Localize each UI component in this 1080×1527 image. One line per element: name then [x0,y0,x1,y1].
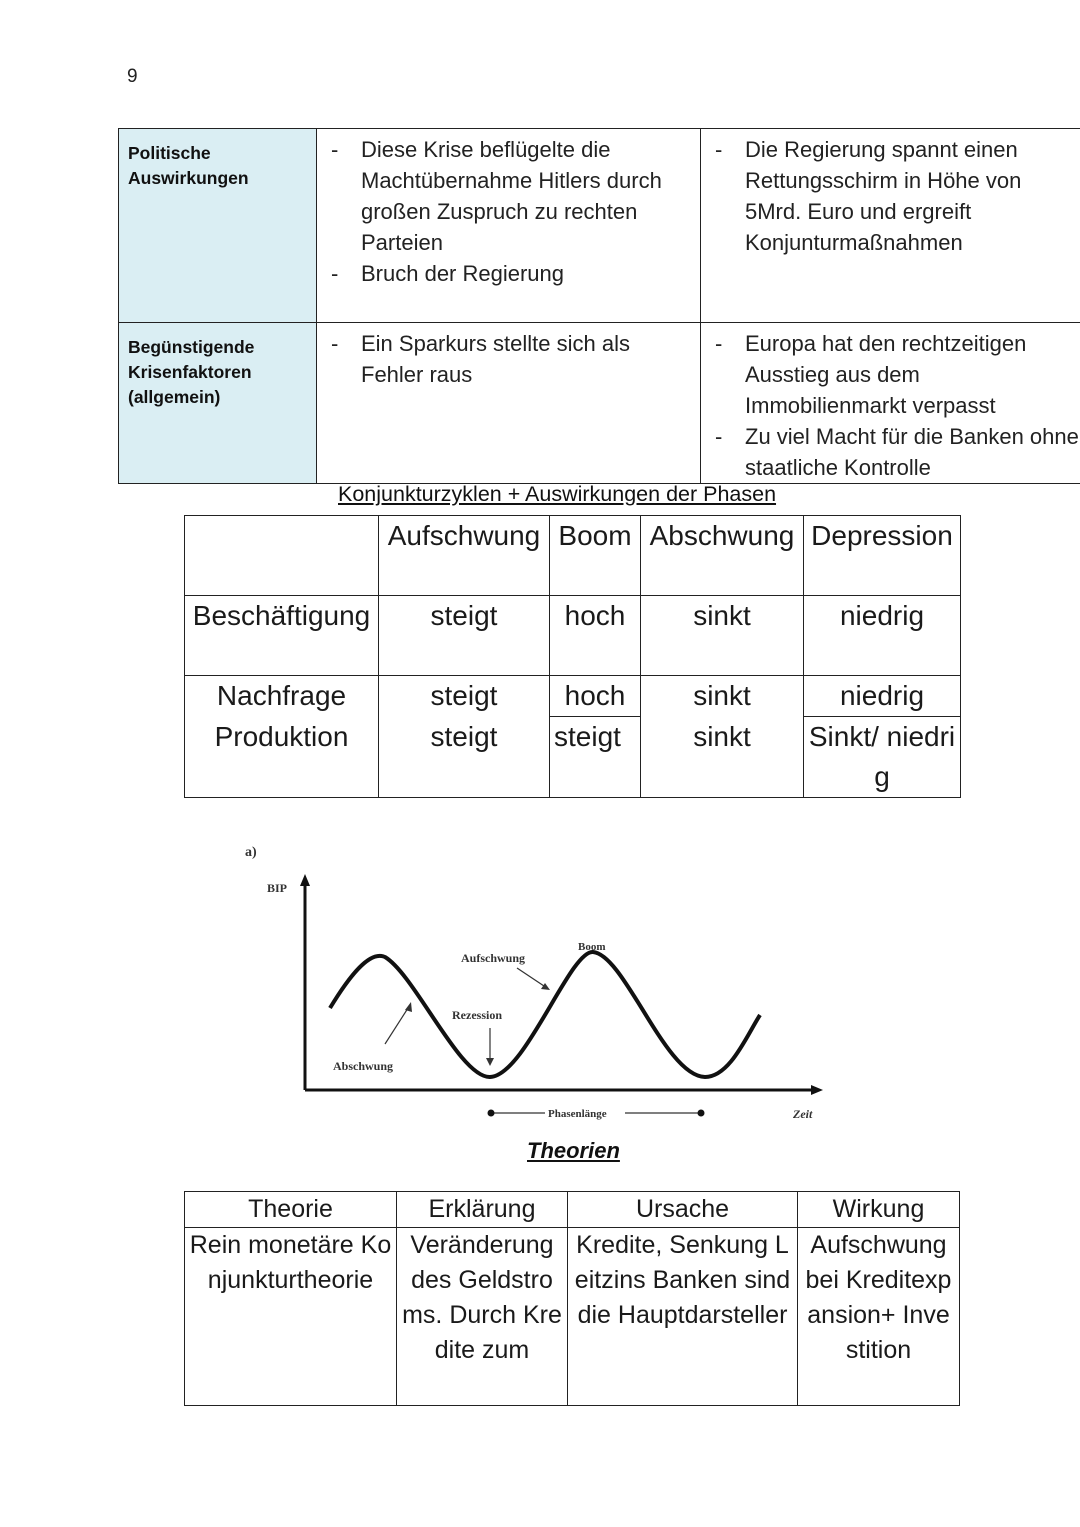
phase-length-label: Phasenlänge [548,1108,607,1120]
phase-end-dot [698,1110,705,1117]
table-cell: Rein monetäre Konjunkturtheorie [185,1228,397,1406]
theories-table [184,1191,960,1406]
row-label: Beschäftigung [185,596,379,676]
aufschwung-label: Aufschwung [461,951,526,965]
table-row [185,1228,960,1406]
list-item: - Diese Krise beflügelte die Machtübernahme Hitlers durch großen Zuspruch zu rechten Parteien [317,134,696,258]
x-axis-arrow [811,1085,823,1095]
table-header-row [185,1192,960,1228]
label-line: Politische [128,143,211,163]
table-row [185,676,961,717]
label-line: Krisenfaktoren [128,362,252,382]
table-cell: Sinkt/ niedrig [804,717,961,798]
business-cycle-diagram [225,840,845,1130]
table-cell: Veränderung des Geldstroms. Durch Kredite zum [397,1228,568,1406]
aufschwung-arrow [517,968,547,988]
panel-label: a) [245,845,257,860]
table-row [185,596,961,676]
list-item: - Ein Sparkurs stellte sich als Fehler raus [317,328,696,390]
table-cell: niedrig [804,676,961,717]
header-cell [185,516,379,596]
cycle-table [184,515,961,798]
header-cell: Depression [804,516,961,596]
row-label [119,129,317,323]
table-cell: Aufschwung bei Kreditexpansion+ Investition [798,1228,960,1406]
x-axis-label: Zeit [793,1107,813,1121]
header-cell: Aufschwung [379,516,550,596]
aufschwung-arrowhead [541,983,550,990]
table-row [119,323,1080,484]
crisis-2008-cell [701,129,1080,323]
crisis-table [118,128,1080,484]
table-cell: niedrig [804,596,961,676]
row-label: Nachfrage [185,676,379,717]
table-cell: sinkt [641,596,804,676]
boom-label: Boom [578,941,606,953]
theories-heading: Theorien [527,1138,620,1163]
table-cell: steigt [379,596,550,676]
abschwung-arrow [385,1005,410,1044]
phase-start-dot [488,1110,495,1117]
page-number: 9 [127,66,138,87]
label-line: Begünstigende [128,337,255,357]
table-row [119,129,1080,323]
header-cell: Abschwung [641,516,804,596]
table-cell: hoch [550,676,641,717]
label-line: (allgemein) [128,387,221,407]
row-label [119,323,317,484]
crisis-1929-cell [317,323,701,484]
header-cell: Theorie [185,1192,397,1228]
list-item: - Zu viel Macht für die Banken ohne staatliche Kontrolle [701,421,1080,483]
rezession-label: Rezession [452,1008,502,1022]
crisis-2008-cell [701,323,1080,484]
header-cell: Boom [550,516,641,596]
header-cell: Wirkung [798,1192,960,1228]
table-cell: sinkt [641,717,804,798]
list-item: - Die Regierung spannt einen Rettungsschirm in Höhe von 5Mrd. Euro und ergreift Konjunturmaßnahmen [701,134,1080,258]
cycle-heading: Konjunkturzyklen + Auswirkungen der Phasen [338,482,777,506]
list-item: - Bruch der Regierung [317,258,696,289]
crisis-1929-cell [317,129,701,323]
rezession-arrowhead [486,1058,494,1066]
label-line: Auswirkungen [128,168,249,188]
list-item: - Europa hat den rechtzeitigen Ausstieg aus dem Immobilienmarkt verpasst [701,328,1080,421]
header-cell: Ursache [568,1192,798,1228]
table-header-row [185,516,961,596]
cycle-curve [330,952,760,1077]
table-cell: steigt [379,717,550,798]
table-cell: hoch [550,596,641,676]
abschwung-label: Abschwung [333,1059,394,1073]
y-axis-label: BIP [267,881,288,895]
y-axis-arrow [300,874,310,886]
header-cell: Erklärung [397,1192,568,1228]
row-label: Produktion [185,717,379,798]
table-cell: steigt [379,676,550,717]
table-row [185,717,961,798]
table-cell: steigt [550,717,641,798]
table-cell: sinkt [641,676,804,717]
table-cell: Kredite, Senkung Leitzins Banken sind die Hauptdarsteller [568,1228,798,1406]
